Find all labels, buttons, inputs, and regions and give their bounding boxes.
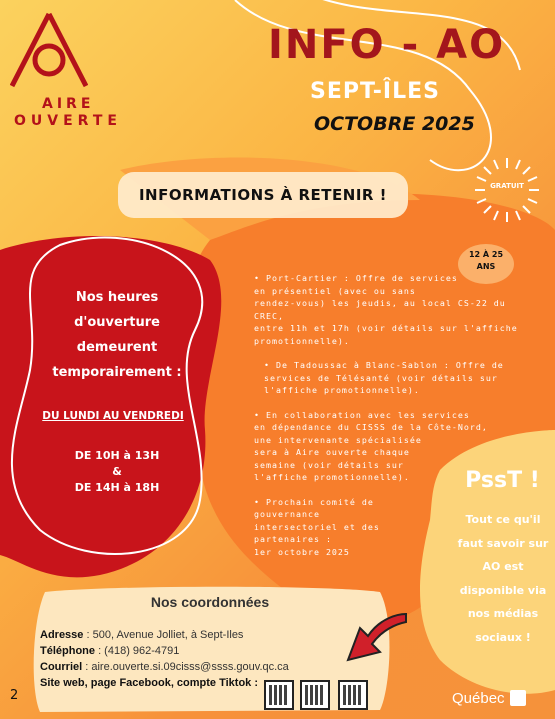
page-number: 2 [10,688,19,703]
psst-line-2: faut savoir sur [457,536,549,550]
hours-time-1: DE 10H à 13H [74,449,160,462]
age-badge-line-1: 12 À 25 [468,250,504,259]
age-badge-line-2: ANS [476,262,496,271]
bullet-line: promotionnelle). [254,335,350,346]
psst-line-1: Tout ce qu'il [465,513,541,526]
psst-line-6: sociaux ! [475,630,531,644]
bullet-line: l'affiche promotionnelle). [254,472,410,482]
bullet-line: • En collaboration avec les services [254,409,470,420]
contact-email [40,659,370,675]
qr-code-tiktok-icon[interactable] [338,680,368,710]
hours-days: DU LUNDI AU VENDREDI [42,410,184,422]
psst-block [448,508,555,649]
bullet-line: 1er octobre 2025 [254,546,350,557]
logo-text [14,96,122,130]
bullet-line: gouvernance [254,509,320,519]
hours-line-3: demeurent [76,340,158,355]
bullet-line: sera à Aire ouverte chaque [254,447,410,457]
bullet-line: une intervenante spécialisée [254,434,422,445]
logo-line-1: AIRE [42,96,95,112]
hours-line-2: d'ouverture [74,315,160,330]
psst-line-5: nos médias [467,607,539,620]
logo-line-2: OUVERTE [14,113,122,129]
hours-line-1: Nos heures [75,290,159,305]
contact-phone [40,643,370,659]
red-arrow-icon [340,608,410,668]
address-label: Adresse [40,629,84,641]
aire-ouverte-logo-icon [10,12,88,90]
phone-value: : (418) 962-4791 [95,645,180,657]
bullet-item [254,272,522,347]
bullet-line: • Prochain comité de [254,496,374,507]
hours-block [32,285,202,385]
page-title: INFO - AO [268,22,506,68]
email-label: Courriel [40,661,83,673]
bullet-line: • De Tadoussac à Blanc-Sablon : Offre de [264,360,504,370]
phone-label: Téléphone [40,645,96,657]
contact-address [40,627,370,643]
bullet-line: l'affiche promotionnelle). [264,385,420,395]
hours-amp: & [112,465,122,478]
qr-code-facebook-icon[interactable] [300,680,330,710]
email-value[interactable]: : aire.ouverte.si.09cisss@ssss.gouv.qc.ca [82,661,289,673]
bullet-line: en présentiel (avec ou sans [254,285,416,296]
city-subtitle: SEPT-ÎLES [310,79,440,104]
info-banner-label: INFORMATIONS À RETENIR ! [138,186,388,204]
free-badge-burst-icon [472,155,542,225]
age-badge-text [458,249,514,273]
bullet-line: semaine (voir détails sur [254,459,404,470]
address-value: : 500, Avenue Jolliet, à Sept-Iles [83,629,244,641]
web-label: Site web, page Facebook, compte Tiktok : [40,677,259,689]
qr-code-website-icon[interactable] [264,680,294,710]
quebec-flag-icon [510,690,526,706]
hours-times [32,448,202,496]
bullet-line: • Port-Cartier : Offre de services [254,273,458,283]
psst-title: PssT ! [465,468,540,493]
contact-heading: Nos coordonnées [150,594,270,610]
quebec-wordmark: Québec [452,690,505,707]
bullet-line: intersectoriel et des [254,521,380,532]
bullet-line: partenaires : [254,534,332,544]
hours-time-2: DE 14H à 18H [74,481,160,494]
psst-line-3: AO est [482,560,524,573]
bullet-line: en dépendance du CISSS de la Côte-Nord, [254,422,488,432]
bullet-item [254,359,522,397]
hours-line-4: temporairement : [52,365,182,380]
bullet-line: entre 11h et 17h (voir détails sur l'affiche [254,323,518,333]
free-badge-label: GRATUIT [490,182,524,190]
psst-line-4: disponible via [459,583,547,597]
bullet-line: services de Télésanté (voir détails sur [264,372,498,383]
bullet-line: rendez-vous) les jeudis, au local CS-22 du CREC, [254,298,506,321]
month-subtitle: OCTOBRE 2025 [314,113,475,135]
